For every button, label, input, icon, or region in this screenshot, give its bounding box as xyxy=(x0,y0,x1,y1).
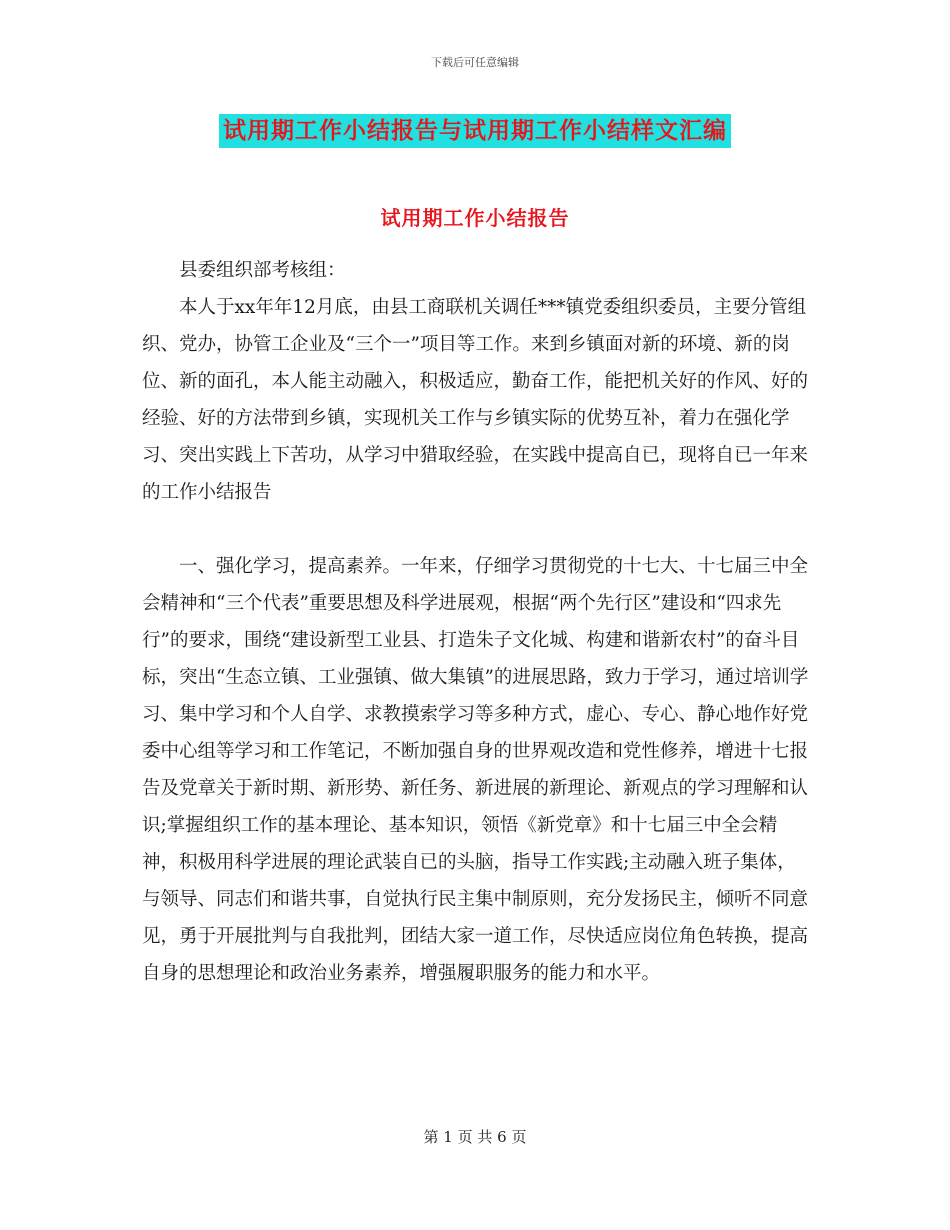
body-paragraph-1 xyxy=(142,289,810,511)
body-paragraph-2 xyxy=(142,548,810,992)
salutation-block xyxy=(142,252,810,289)
header-note: 下载后可任意编辑 xyxy=(431,56,519,69)
paragraph: 一、强化学习，提高素养。一年来，仔细学习贯彻党的十七大、十七届三中全会精神和“三个代表”重要思想及科学进展观，根据“两个先行区”建设和“四求先行”的要求，围绕“建设新型工业县、打造朱子文化城、构建和谐新农村”的奋斗目标，突出“生态立镇、工业强镇、做大集镇”的进展思路，致力于学习，通过培训学习、集中学习和个人自学、求教摸索学习等多种方式，虚心、专心、静心地作好党委中心组等学习和工作笔记，不断加强自身的世界观改造和党性修养，增进十七报告及党章关于新时期、新形势、新任务、新进展的新理论、新观点的学习理解和认识;掌握组织工作的基本理论、基本知识，领悟《新党章》和十七届三中全会精神，积极用科学进展的理论武装自已的头脑，指导工作实践;主动融入班子集体，与领导、同志们和谐共事，自觉执行民主集中制原则，充分发扬民主，倾听不同意见，勇于开展批判与自我批判，团结大家一道工作，尽快适应岗位角色转换，提高自身的思想理论和政治业务素养，增强履职服务的能力和水平。 xyxy=(142,556,809,984)
paragraph: 本人于xx年年12月底，由县工商联机关调任***镇党委组织委员，主要分管组织、党办，协管工企业及“三个一”项目等工作。来到乡镇面对新的环境、新的岗位、新的面孔，本人能主动融入，积极适应，勤奋工作，能把机关好的作风、好的经验、好的方法带到乡镇，实现机关工作与乡镇实际的优势互补，着力在强化学习、突出实践上下苦功，从学习中猎取经验，在实践中提高自已，现将自已一年来的工作小结报告 xyxy=(142,297,809,503)
section-title: 试用期工作小结报告 xyxy=(380,206,570,230)
page-footer: 第 1 页 共 6 页 xyxy=(423,1128,527,1146)
main-title: 试用期工作小结报告与试用期工作小结样文汇编 xyxy=(219,114,731,148)
main-title-container xyxy=(0,114,950,148)
salutation: 县委组织部考核组： xyxy=(179,260,346,281)
